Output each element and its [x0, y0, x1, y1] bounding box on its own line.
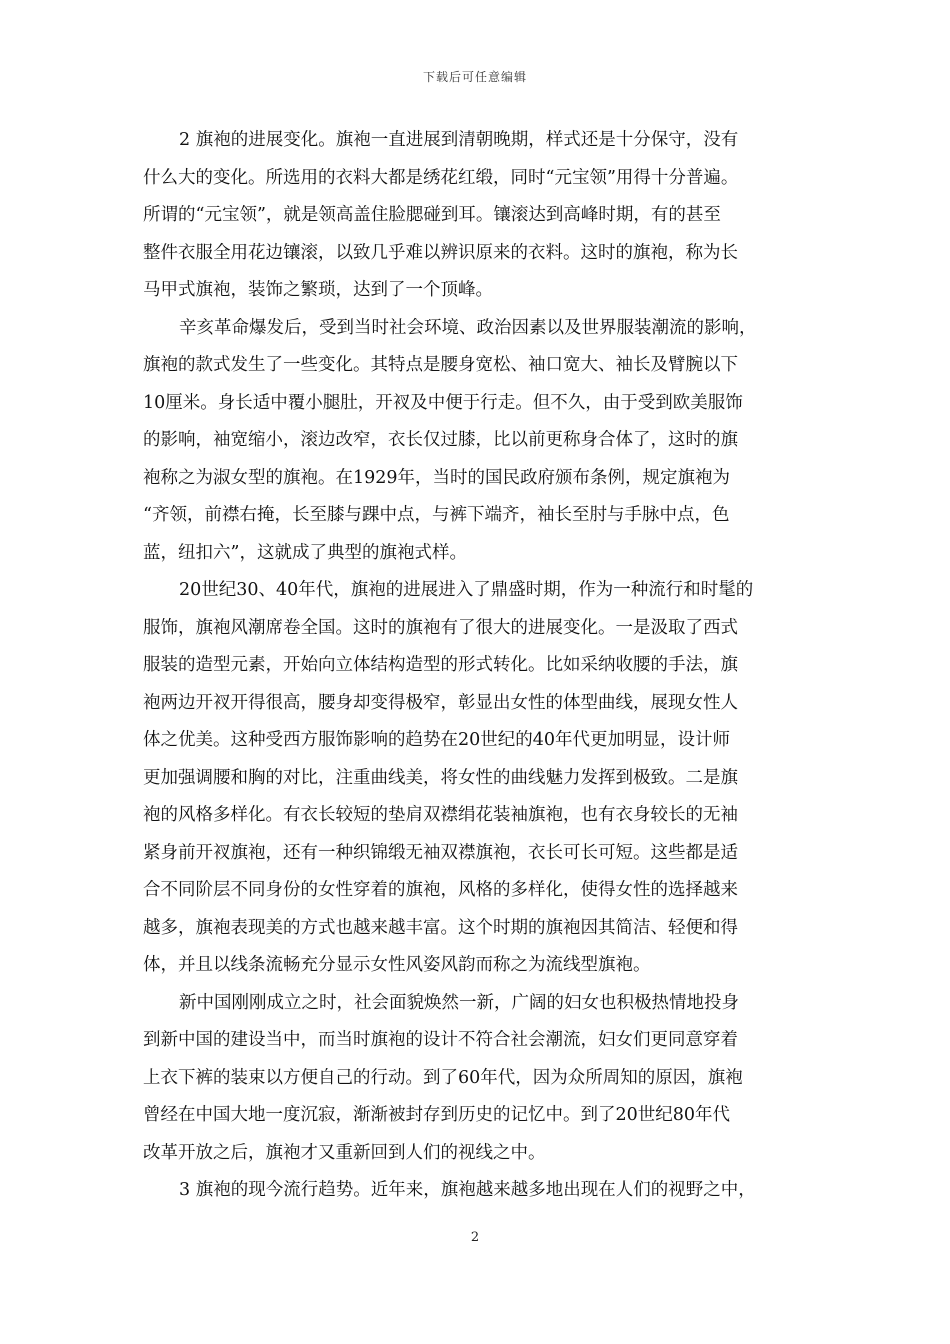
- text-line: 整件衣服全用花边镶滚，以致几乎难以辨识原来的衣料。这时的旗袍，称为长: [143, 242, 738, 263]
- paragraph-3: [143, 572, 813, 985]
- document-body: [143, 122, 813, 1210]
- text-line: 越多，旗袍表现美的方式也越来越丰富。这个时期的旗袍因其简洁、轻便和得: [143, 917, 738, 938]
- text-line: 辛亥革命爆发后，受到当时社会环境、政治因素以及世界服装潮流的影响，: [179, 317, 757, 338]
- text-line: 的影响，袖宽缩小，滚边改窄，衣长仅过膝，比以前更称身合体了，这时的旗: [143, 430, 738, 450]
- text-line: 10厘米。身长适中覆小腿肚，开衩及中便于行走。但不久，由于受到欧美服饰: [143, 392, 743, 413]
- text-line: “齐领，前襟右掩，长至膝与踝中点，与裤下端齐，袖长至肘与手脉中点，色: [143, 505, 730, 525]
- text-line: 3 旗袍的现今流行趋势。近年来，旗袍越来越多地出现在人们的视野之中，: [179, 1180, 756, 1200]
- page-header: 下载后可任意编辑: [422, 70, 527, 84]
- paragraph-4: [143, 985, 813, 1173]
- text-line: 体之优美。这种受西方服饰影响的趋势在20世纪的40年代更加明显，设计师: [143, 730, 731, 750]
- text-line: 上衣下裤的装束以方便自己的行动。到了60年代，因为众所周知的原因，旗袍: [143, 1067, 743, 1088]
- text-line: 袍两边开衩开得很高，腰身却变得极窄，彰显出女性的体型曲线，展现女性人: [143, 692, 738, 713]
- text-line: 所谓的“元宝领”，就是领高盖住脸腮碰到耳。镶滚达到高峰时期，有的甚至: [143, 205, 721, 225]
- text-line: 新中国刚刚成立之时，社会面貌焕然一新，广阔的妇女也积极热情地投身: [179, 992, 739, 1013]
- text-line: 体，并且以线条流畅充分显示女性风姿风韵而称之为流线型旗袍。: [143, 955, 651, 975]
- paragraph-5: [143, 1172, 813, 1210]
- text-line: 蓝，纽扣六”，这就成了典型的旗袍式样。: [143, 542, 467, 563]
- page-number: 2: [470, 1230, 480, 1245]
- text-line: 合不同阶层不同身份的女性穿着的旗袍，风格的多样化，使得女性的选择越来: [143, 880, 738, 900]
- text-line: 2 旗袍的进展变化。旗袍一直进展到清朝晚期，样式还是十分保守，没有: [179, 130, 739, 150]
- text-line: 什么大的变化。所选用的衣料大都是绣花红缎，同时“元宝领”用得十分普遍。: [143, 167, 739, 188]
- text-line: 20世纪30、40年代，旗袍的进展进入了鼎盛时期，作为一种流行和时髦的: [179, 580, 754, 600]
- text-line: 曾经在中国大地一度沉寂，渐渐被封存到历史的记忆中。到了20世纪80年代: [143, 1105, 731, 1125]
- text-line: 服装的造型元素，开始向立体结构造型的形式转化。比如采纳收腰的手法，旗: [143, 655, 738, 675]
- text-line: 袍的风格多样化。有衣长较短的垫肩双襟绢花装袖旗袍，也有衣身较长的无袖: [143, 805, 738, 825]
- text-line: 旗袍的款式发生了一些变化。其特点是腰身宽松、袖口宽大、袖长及臂腕以下: [143, 355, 738, 375]
- text-line: 服饰，旗袍风潮席卷全国。这时的旗袍有了很大的进展变化。一是汲取了西式: [143, 617, 738, 638]
- text-line: 更加强调腰和胸的对比，注重曲线美，将女性的曲线魅力发挥到极致。二是旗: [143, 767, 738, 788]
- text-line: 袍称之为淑女型的旗袍。在1929年，当时的国民政府颁布条例，规定旗袍为: [143, 467, 731, 488]
- text-line: 改革开放之后，旗袍才又重新回到人们的视线之中。: [143, 1142, 546, 1163]
- text-line: 马甲式旗袍，装饰之繁琐，达到了一个顶峰。: [143, 280, 493, 300]
- text-line: 到新中国的建设当中，而当时旗袍的设计不符合社会潮流，妇女们更同意穿着: [143, 1030, 738, 1050]
- paragraph-1: [143, 122, 813, 310]
- paragraph-2: [143, 310, 813, 573]
- text-line: 紧身前开衩旗袍，还有一种织锦缎无袖双襟旗袍，衣长可长可短。这些都是适: [143, 842, 738, 863]
